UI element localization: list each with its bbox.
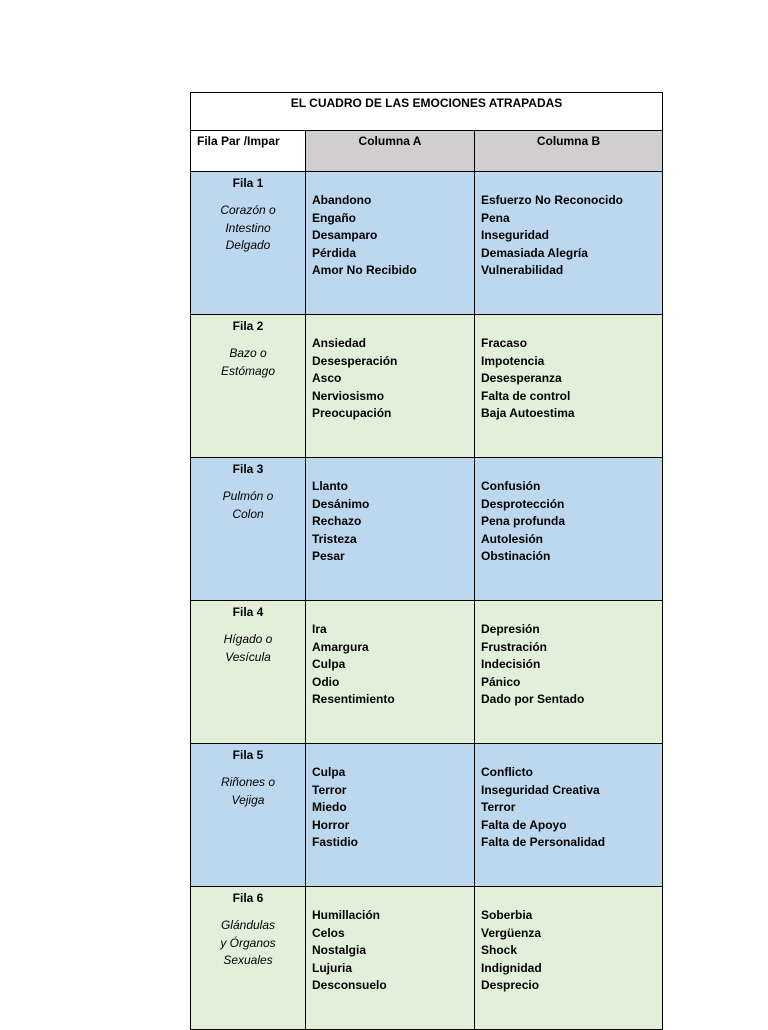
column-b-cell	[475, 172, 663, 315]
emotion-item: Pena	[481, 210, 510, 225]
table-row	[191, 744, 663, 887]
organ-line: Corazón o	[220, 203, 276, 217]
emotion-item: Demasiada Alegría	[481, 245, 588, 260]
row-label-cell	[191, 744, 306, 887]
emotion-item: Indecisión	[481, 657, 541, 671]
emotion-item: Engaño	[312, 210, 356, 225]
column-a-cell	[306, 887, 475, 1030]
emotion-item: Desamparo	[312, 228, 378, 242]
row-label-cell	[191, 172, 306, 315]
table-row	[191, 172, 663, 315]
table-row	[191, 315, 663, 458]
table-row	[191, 601, 663, 744]
organ-line: Bazo o	[229, 346, 267, 360]
organ-name	[191, 202, 305, 255]
emotion-item: Shock	[481, 943, 518, 957]
column-a-cell	[306, 601, 475, 744]
row-label: Fila 6	[232, 891, 264, 905]
row-label: Fila 1	[232, 176, 264, 190]
organ-line: Vejiga	[231, 792, 265, 807]
column-b-cell	[475, 887, 663, 1030]
organ-line: Delgado	[225, 238, 271, 252]
organ-name	[191, 917, 305, 970]
emotion-item: Depresión	[481, 622, 540, 636]
row-label: Fila 5	[232, 748, 264, 762]
header-column-a: Columna A	[306, 131, 475, 172]
column-b-cell	[475, 601, 663, 744]
organ-line: Vesícula	[225, 649, 271, 664]
row-label: Fila 4	[232, 605, 264, 619]
emotion-item: Pánico	[481, 674, 521, 689]
emotion-item: Baja Autoestima	[481, 406, 575, 420]
emotion-item: Resentimiento	[312, 692, 395, 706]
emotion-item: Autolesión	[481, 531, 543, 546]
organ-name	[191, 631, 305, 666]
emotion-item: Odio	[312, 674, 340, 689]
row-label-cell	[191, 315, 306, 458]
emotion-item: Vergüenza	[481, 925, 542, 940]
emotion-item: Ansiedad	[312, 336, 367, 350]
emotion-item: Rechazo	[312, 514, 362, 528]
emotion-item: Impotencia	[481, 353, 545, 368]
emotion-item: Pérdida	[312, 245, 357, 260]
emotion-item: Lujuria	[312, 960, 353, 975]
row-label-cell	[191, 887, 306, 1030]
emotion-item: Miedo	[312, 800, 347, 814]
emotion-item: Desprecio	[481, 978, 540, 992]
emotion-item: Ira	[312, 622, 327, 636]
emotions-chart-table	[190, 92, 663, 1030]
organ-line: Riñones o	[220, 775, 276, 789]
emotion-item: Inseguridad Creativa	[481, 782, 600, 797]
emotion-item: Dado por Sentado	[481, 692, 585, 706]
column-b-cell	[475, 458, 663, 601]
organ-name	[191, 774, 305, 809]
column-a-cell	[306, 458, 475, 601]
organ-name	[191, 488, 305, 523]
column-b-cell	[475, 744, 663, 887]
organ-line: Pulmón o	[222, 489, 274, 503]
emotion-item: Indignidad	[481, 960, 542, 975]
row-label: Fila 3	[232, 462, 264, 476]
organ-line: y Órganos	[220, 935, 276, 950]
emotion-item: Desprotección	[481, 496, 565, 511]
organ-line: Hígado o	[223, 632, 273, 646]
emotion-item: Amor No Recibido	[312, 263, 417, 277]
emotion-item: Abandono	[312, 193, 372, 207]
emotion-item: Tristeza	[312, 531, 357, 546]
emotion-item: Confusión	[481, 479, 541, 493]
table-title: EL CUADRO DE LAS EMOCIONES ATRAPADAS	[191, 93, 663, 131]
emotion-item: Fastidio	[312, 835, 359, 849]
column-a-cell	[306, 315, 475, 458]
emotion-item: Culpa	[312, 657, 346, 671]
emotion-item: Obstinación	[481, 549, 551, 563]
emotion-item: Inseguridad	[481, 228, 550, 242]
organ-line: Colon	[232, 506, 264, 521]
emotion-item: Conflicto	[481, 765, 533, 779]
emotion-item: Desesperación	[312, 353, 398, 368]
emotion-item: Falta de Apoyo	[481, 817, 567, 832]
organ-line: Sexuales	[223, 953, 273, 967]
emotion-item: Esfuerzo No Reconocido	[481, 193, 624, 207]
emotion-item: Frustración	[481, 639, 548, 654]
emotion-item: Terror	[312, 782, 347, 797]
emotion-item: Soberbia	[481, 908, 533, 922]
emotion-item: Fracaso	[481, 336, 528, 350]
row-label-cell	[191, 458, 306, 601]
emotion-item: Vulnerabilidad	[481, 263, 564, 277]
row-label: Fila 2	[232, 319, 264, 333]
emotion-item: Nostalgia	[312, 943, 367, 957]
emotion-item: Terror	[481, 800, 516, 814]
column-b-cell	[475, 315, 663, 458]
emotion-item: Nerviosismo	[312, 388, 385, 403]
organ-line: Intestino	[225, 220, 271, 235]
emotion-item: Amargura	[312, 639, 369, 654]
emotion-item: Culpa	[312, 765, 346, 779]
emotion-item: Desconsuelo	[312, 978, 387, 992]
organ-line: Glándulas	[220, 918, 276, 932]
emotion-item: Celos	[312, 925, 345, 940]
emotion-item: Pesar	[312, 549, 345, 563]
emotion-item: Llanto	[312, 479, 348, 493]
emotion-item: Falta de control	[481, 388, 571, 403]
emotion-item: Desesperanza	[481, 371, 562, 385]
column-a-cell	[306, 172, 475, 315]
organ-line: Estómago	[220, 363, 276, 378]
emotion-item: Humillación	[312, 908, 381, 922]
column-a-cell	[306, 744, 475, 887]
table-row	[191, 887, 663, 1030]
emotion-item: Desánimo	[312, 496, 370, 511]
emotion-item: Preocupación	[312, 406, 392, 420]
organ-name	[191, 345, 305, 380]
header-column-b: Columna B	[475, 131, 663, 172]
emotion-item: Asco	[312, 371, 342, 385]
row-label-cell	[191, 601, 306, 744]
table-row	[191, 458, 663, 601]
header-row-label: Fila Par /Impar	[191, 131, 306, 172]
emotion-item: Horror	[312, 817, 350, 832]
emotion-item: Falta de Personalidad	[481, 835, 606, 849]
emotion-item: Pena profunda	[481, 514, 566, 528]
